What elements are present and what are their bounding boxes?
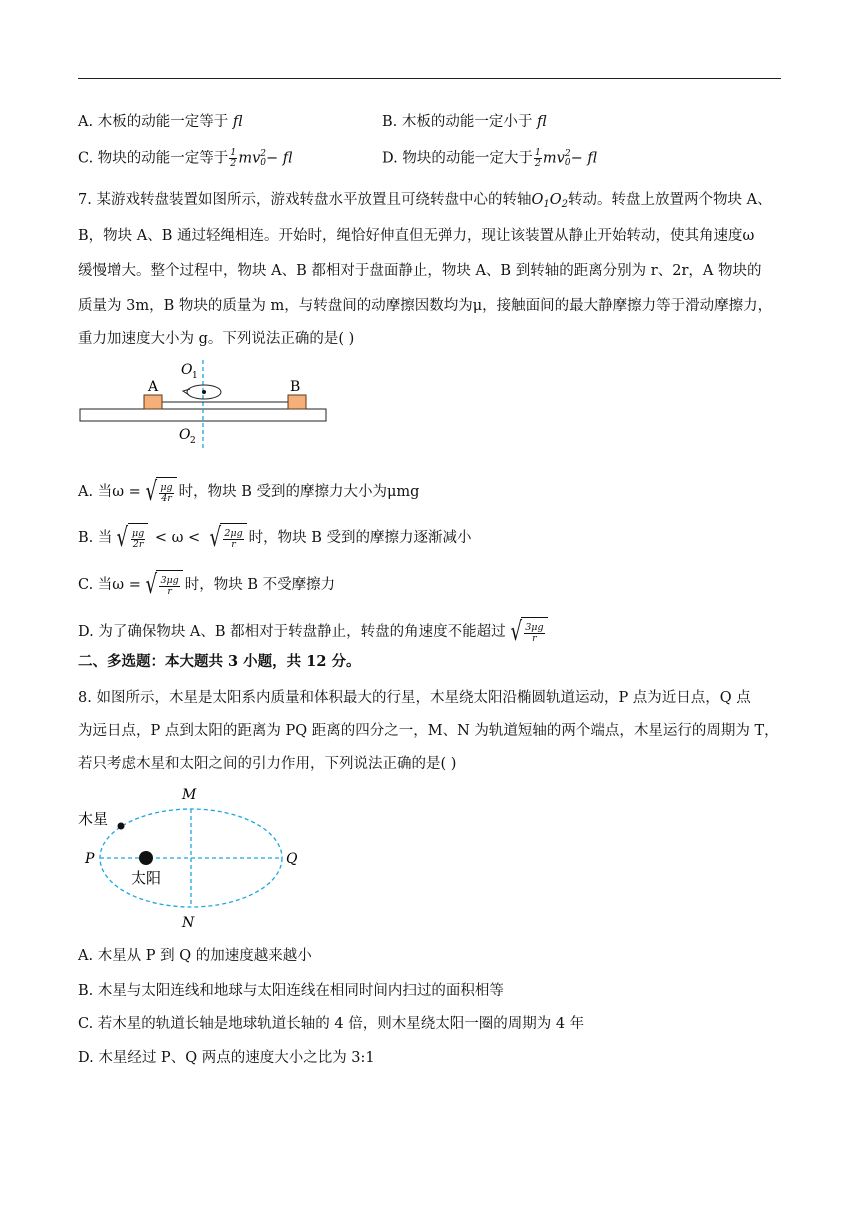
section-heading: 二、多选题：本大题共 3 小题，共 12 分。	[78, 653, 361, 670]
fraction-half: $\frac{1}{2}$	[534, 147, 541, 169]
jupiter-icon	[118, 823, 125, 830]
label-q: Q	[286, 851, 298, 867]
label-b: B	[290, 379, 301, 395]
q7-option-a: A. 当ω = √ $\frac{\mu g}{4r}$ 时，物块 B 受到的摩擦力大小为μmg	[78, 477, 420, 507]
sqrt-a: √ $\frac{\mu g}{4r}$	[143, 477, 177, 507]
label-o2-sub: 2	[190, 436, 196, 446]
q6-option-a: A. 木板的动能一定等于 fl	[78, 114, 243, 130]
q8-option-a: A. 木星从 P 到 Q 的加速度越来越小	[78, 948, 312, 964]
sun-icon	[139, 851, 153, 865]
label-n: N	[182, 915, 195, 931]
sqrt-d: √ $\frac{3\mu g}{r}$	[508, 617, 548, 647]
header-rule	[78, 78, 781, 79]
label-p: P	[85, 851, 95, 867]
q8-option-b: B. 木星与太阳连线和地球与太阳连线在相同时间内扫过的面积相等	[78, 983, 504, 999]
q8-stem-line1: 8. 如图所示，木星是太阳系内质量和体积最大的行星，木星绕太阳沿椭圆轨道运动，P 点为近日点，Q 点	[78, 690, 751, 706]
label-jupiter: 木星	[78, 810, 109, 828]
label-o2: O	[179, 427, 191, 443]
sqrt-b2: √ $\frac{2\mu g}{r}$	[207, 523, 247, 553]
q7-stem-line3: 缓慢增大。整个过程中，物块 A、B 都相对于盘面静止，物块 A、B 到转轴的距离分别为 r、2r，A 物块的	[78, 263, 762, 279]
block-b	[288, 395, 306, 409]
label-a: A	[148, 379, 159, 395]
q8-stem-line2: 为远日点，P 点到太阳的距离为 PQ 距离的四分之一，M、N 为轨道短轴的两个端点，木星运行的周期为 T，	[78, 723, 779, 739]
q8-option-d: D. 木星经过 P、Q 两点的速度大小之比为 3:1	[78, 1050, 375, 1066]
q7-stem-line2: B，物块 A、B 通过轻绳相连。开始时，绳恰好伸直但无弹力，现让该装置从静止开始转动，使其角速度ω	[78, 228, 755, 244]
q7-stem-line5: 重力加速度大小为 g。下列说法正确的是( )	[78, 331, 355, 347]
fraction-half: $\frac{1}{2}$	[230, 147, 237, 169]
q6-option-c: C. 物块的动能一定等于 $\frac{1}{2}$ mv 2 0 − fl	[78, 147, 293, 169]
q7-option-d: D. 为了确保物块 A、B 都相对于转盘静止，转盘的角速度不能超过 √ $\frac{3\mu g}{r}$	[78, 617, 550, 647]
label-o1: O	[181, 362, 193, 378]
q7-option-c: C. 当ω = √ $\frac{3\mu g}{r}$ 时，物块 B 不受摩擦力	[78, 570, 336, 600]
q6-option-b: B. 木板的动能一定小于 fl	[382, 114, 547, 130]
turntable-figure	[78, 358, 338, 450]
q8-option-c: C. 若木星的轨道长轴是地球轨道长轴的 4 倍，则木星绕太阳一圈的周期为 4 年	[78, 1016, 585, 1032]
label-o1-sub: 1	[192, 371, 198, 381]
label-m: M	[182, 787, 197, 803]
q7-stem-line4: 质量为 3m，B 物块的质量为 m，与转盘间的动摩擦因数均为μ，接触面间的最大静摩擦力等于滑动摩擦力，	[78, 298, 773, 314]
q7-option-b: B. 当 √ $\frac{\mu g}{2r}$ < ω < √ $\frac{2\mu g}{r}$ 时，物块 B 受到的摩擦力逐渐减小	[78, 523, 472, 553]
orbit-figure	[76, 782, 306, 932]
q6-option-d: D. 物块的动能一定大于 $\frac{1}{2}$ mv 2 0 − fl	[382, 147, 597, 169]
q7-stem-line1: 7. 某游戏转盘装置如图所示，游戏转盘水平放置且可绕转盘中心的转轴$O_1O_2$转动。转盘上放置两个物块 A、	[78, 192, 772, 210]
label-sun: 太阳	[131, 869, 162, 887]
axis-dot	[202, 390, 206, 394]
sqrt-c: √ $\frac{3\mu g}{r}$	[143, 570, 183, 600]
block-a	[144, 395, 162, 409]
q8-stem-line3: 若只考虑木星和太阳之间的引力作用，下列说法正确的是( )	[78, 756, 457, 772]
sqrt-b1: √ $\frac{\mu g}{2r}$	[114, 523, 148, 553]
